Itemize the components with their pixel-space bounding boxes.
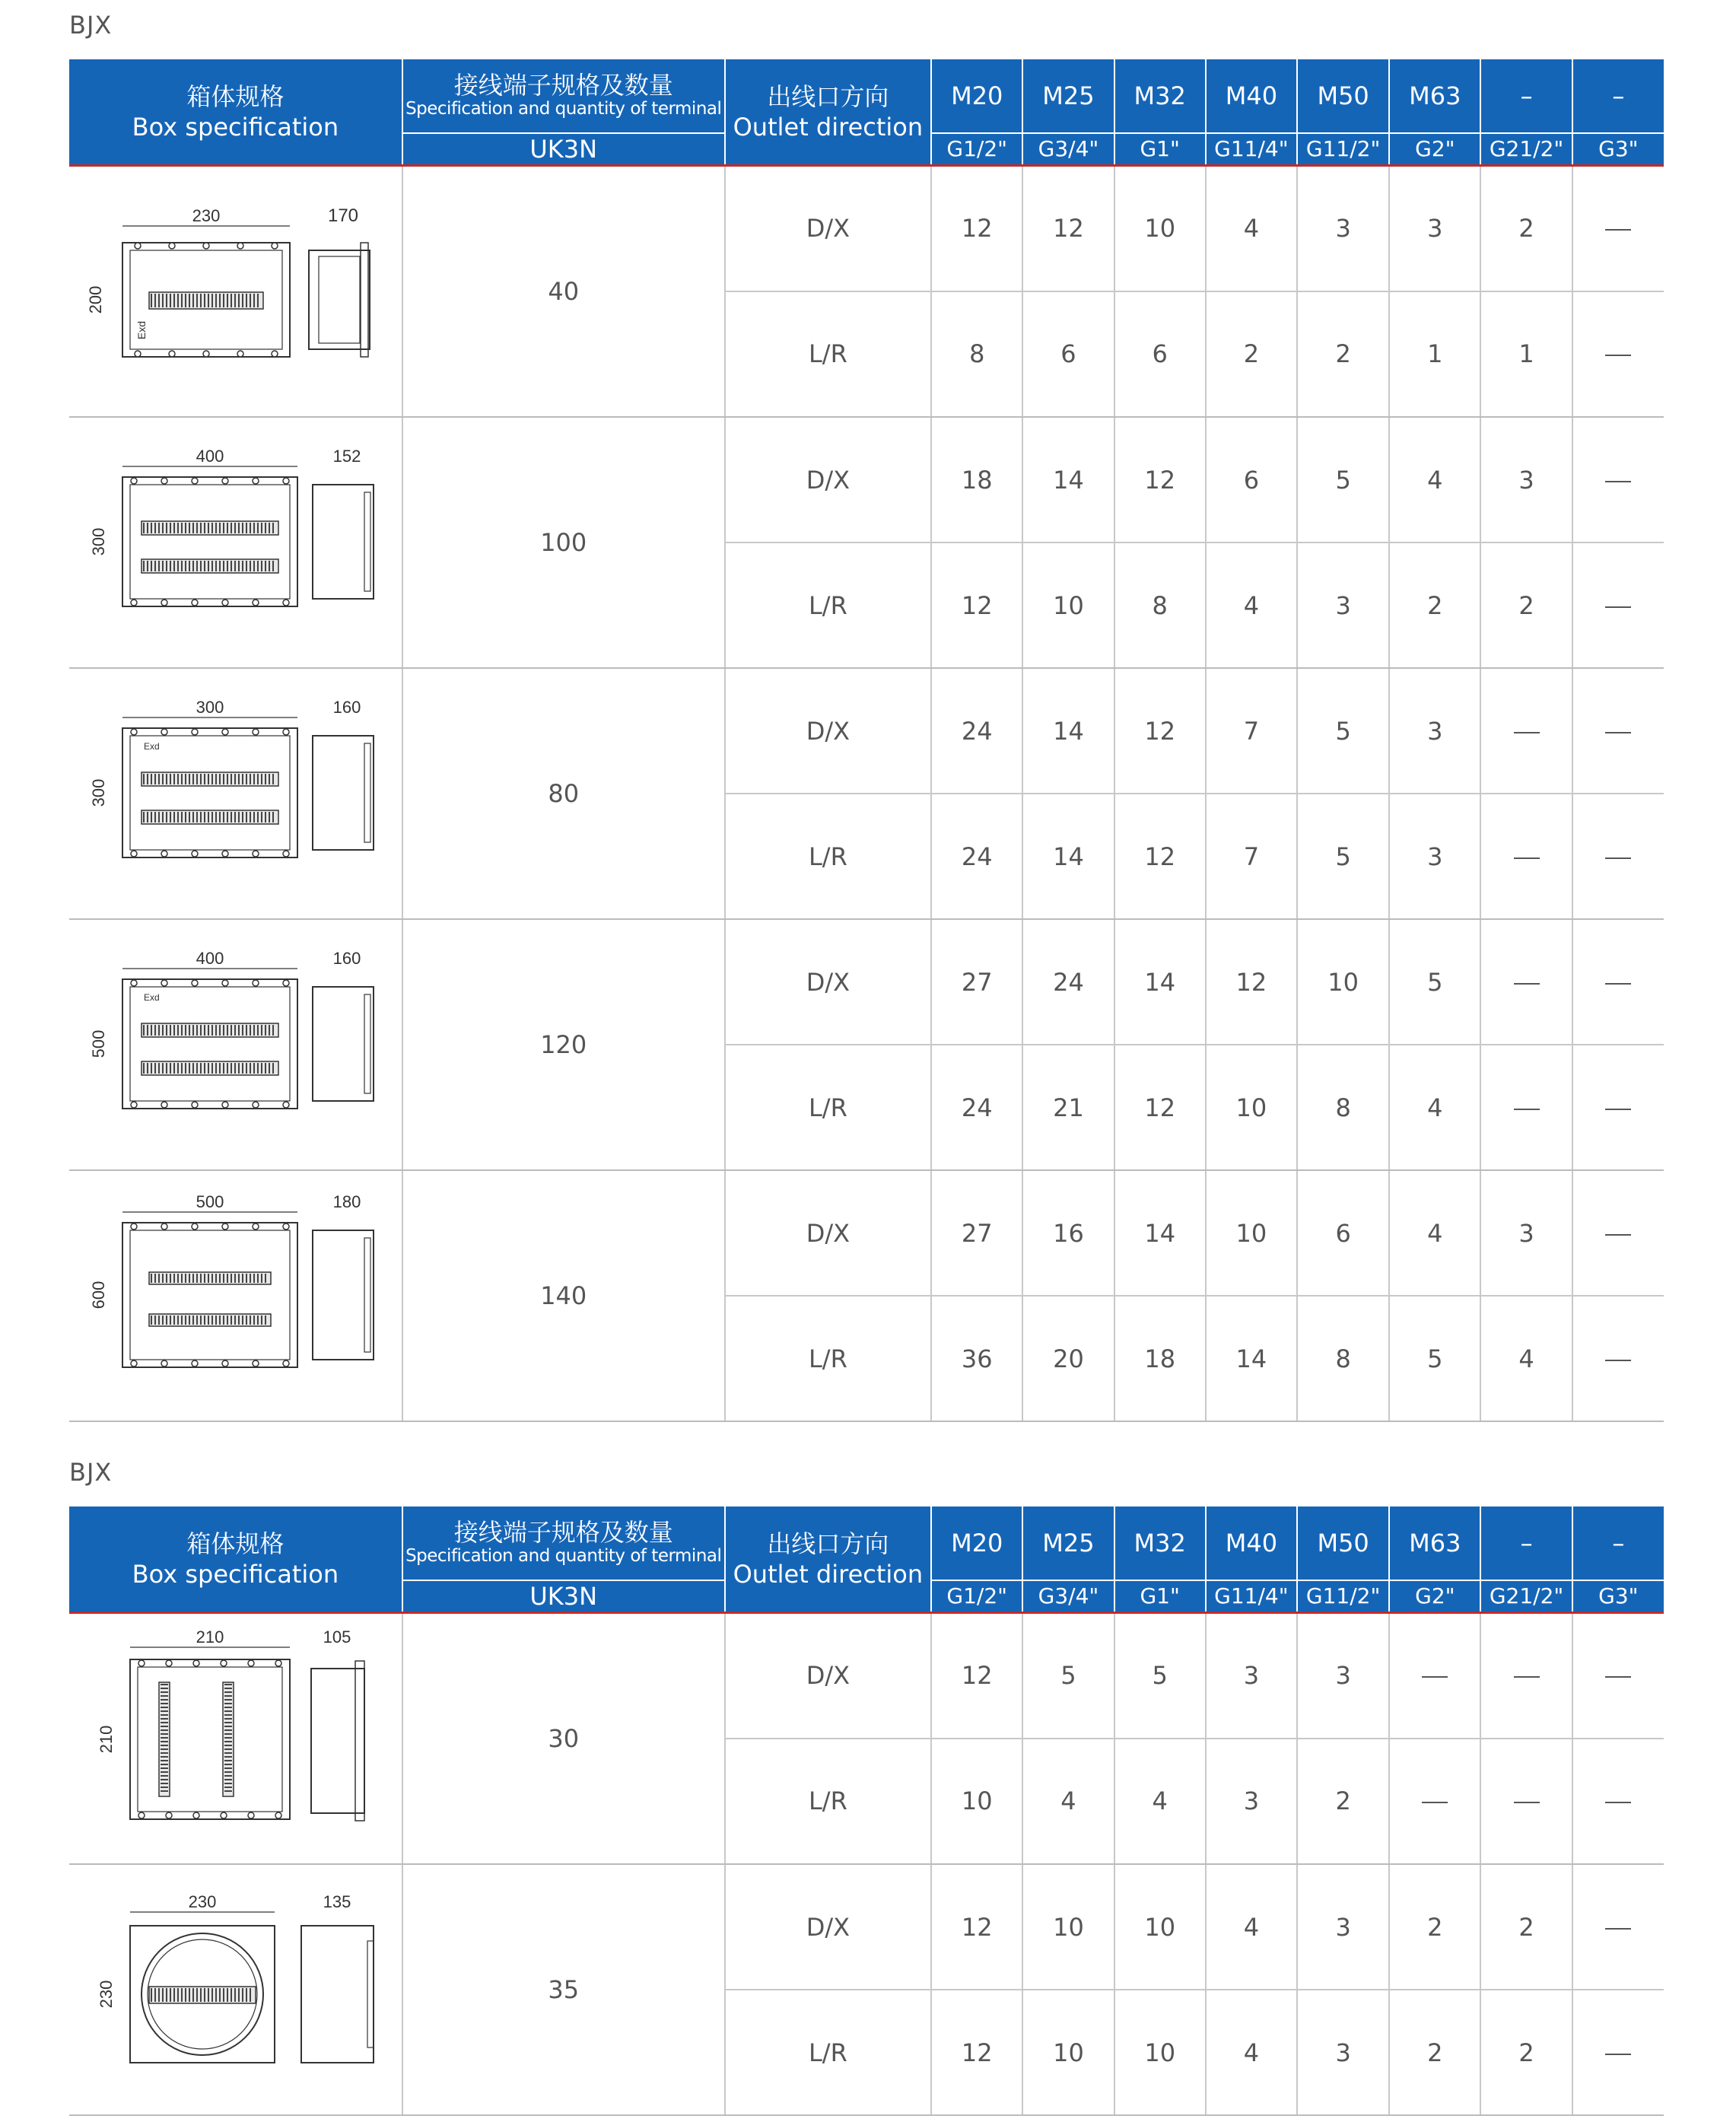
- quantity-cell: 8: [1114, 542, 1206, 668]
- terminal-count: 140: [402, 1170, 725, 1421]
- quantity-cell: 3: [1297, 1614, 1389, 1739]
- pipe-thread-header: G11/4": [1206, 133, 1297, 164]
- quantity-cell: 8: [931, 291, 1022, 417]
- spec-table: [69, 59, 1664, 1422]
- quantity-cell: 4: [1389, 417, 1480, 542]
- quantity-cell: 5: [1297, 417, 1389, 542]
- quantity-cell: 3: [1297, 1864, 1389, 1990]
- quantity-cell: 18: [1114, 1296, 1206, 1421]
- quantity-cell: 3: [1389, 167, 1480, 291]
- not-available-dash: [1514, 1802, 1540, 1803]
- not-available-dash: [1605, 1928, 1631, 1930]
- section-label: BJX: [69, 1458, 113, 1487]
- not-available-dash: [1605, 229, 1631, 231]
- box-spec-header: [69, 59, 402, 164]
- outlet-direction: D/X: [725, 1614, 932, 1739]
- quantity-cell: 14: [1114, 1170, 1206, 1296]
- not-available-dash: [1514, 1109, 1540, 1110]
- not-available-dash: [1605, 1234, 1631, 1236]
- quantity-cell: [1572, 794, 1664, 919]
- terminal-header-zh: 接线端子规格及数量: [453, 1518, 673, 1547]
- header-row: [69, 1507, 1664, 1580]
- quantity-cell: 6: [1114, 291, 1206, 417]
- thread-size-header: M25: [1022, 1507, 1114, 1580]
- outlet-direction: L/R: [725, 1045, 932, 1170]
- terminal-count: 35: [402, 1864, 725, 2115]
- quantity-cell: 24: [931, 668, 1022, 794]
- quantity-cell: [1572, 291, 1664, 417]
- outlet-header-zh: 出线口方向: [767, 82, 889, 111]
- quantity-cell: 3: [1389, 794, 1480, 919]
- pipe-thread-header: G21/2": [1480, 133, 1572, 164]
- depth-dimension: 170: [327, 205, 359, 226]
- outlet-direction: D/X: [725, 668, 932, 794]
- not-available-dash: [1605, 355, 1631, 356]
- quantity-cell: 1: [1480, 291, 1572, 417]
- quantity-cell: 12: [1206, 919, 1297, 1045]
- thread-size-header: –: [1572, 59, 1664, 133]
- quantity-cell: [1572, 167, 1664, 291]
- exd-mark: Exd: [144, 741, 160, 752]
- thread-size-header: M50: [1297, 59, 1389, 133]
- quantity-cell: 12: [931, 1614, 1022, 1739]
- quantity-cell: 4: [1480, 1296, 1572, 1421]
- not-available-dash: [1605, 1109, 1631, 1110]
- pipe-thread-header: G3": [1572, 1580, 1664, 1612]
- quantity-cell: 2: [1480, 1990, 1572, 2115]
- quantity-cell: 4: [1022, 1739, 1114, 1864]
- quantity-cell: 3: [1206, 1614, 1297, 1739]
- not-available-dash: [1605, 1360, 1631, 1361]
- thread-size-header: M32: [1114, 1507, 1206, 1580]
- not-available-dash: [1514, 983, 1540, 985]
- quantity-cell: 14: [1114, 919, 1206, 1045]
- quantity-cell: 10: [1297, 919, 1389, 1045]
- quantity-cell: 12: [931, 1990, 1022, 2115]
- box-drawing-cell: [69, 1864, 402, 2115]
- not-available-dash: [1605, 983, 1631, 985]
- quantity-cell: 21: [1022, 1045, 1114, 1170]
- quantity-cell: [1572, 1045, 1664, 1170]
- width-dimension: 400: [196, 447, 224, 466]
- quantity-cell: [1572, 1296, 1664, 1421]
- quantity-cell: 10: [1206, 1045, 1297, 1170]
- pipe-thread-header: G3": [1572, 133, 1664, 164]
- pipe-thread-header: G11/2": [1297, 1580, 1389, 1612]
- quantity-cell: 20: [1022, 1296, 1114, 1421]
- box-drawing-cell: [69, 1170, 402, 1421]
- not-available-dash: [1605, 1802, 1631, 1803]
- quantity-cell: 12: [1114, 668, 1206, 794]
- outlet-direction: D/X: [725, 167, 932, 291]
- thread-size-header: M63: [1389, 59, 1480, 133]
- box-drawing: [69, 167, 402, 410]
- quantity-cell: 2: [1297, 1739, 1389, 1864]
- quantity-cell: 8: [1297, 1045, 1389, 1170]
- quantity-cell: [1572, 919, 1664, 1045]
- height-dimension: 300: [89, 527, 108, 556]
- not-available-dash: [1514, 732, 1540, 733]
- terminal-count: 40: [402, 167, 725, 417]
- quantity-cell: [1480, 794, 1572, 919]
- quantity-cell: 4: [1114, 1739, 1206, 1864]
- pipe-thread-header: G1": [1114, 1580, 1206, 1612]
- pipe-thread-header: G21/2": [1480, 1580, 1572, 1612]
- height-dimension: 230: [97, 1980, 116, 2009]
- pipe-thread-header: G1/2": [931, 1580, 1022, 1612]
- width-dimension: 300: [196, 698, 224, 717]
- quantity-cell: 10: [1022, 1864, 1114, 1990]
- box-spec-header-zh: 箱体规格: [186, 1529, 285, 1558]
- header-row: [69, 59, 1664, 133]
- quantity-cell: 1: [1389, 291, 1480, 417]
- pipe-thread-header: G1/2": [931, 133, 1022, 164]
- quantity-cell: 4: [1206, 1864, 1297, 1990]
- box-spec-header-en: Box specification: [132, 1560, 339, 1589]
- height-dimension: 500: [89, 1029, 108, 1058]
- pipe-thread-header: G2": [1389, 133, 1480, 164]
- not-available-dash: [1422, 1802, 1448, 1803]
- box-drawing: [69, 920, 402, 1163]
- terminal-header-en: Specification and quantity of terminal: [405, 99, 722, 119]
- pipe-thread-header: G11/2": [1297, 133, 1389, 164]
- thread-size-header: M20: [931, 59, 1022, 133]
- quantity-cell: 3: [1297, 1990, 1389, 2115]
- box-spec-header: [69, 1507, 402, 1612]
- box-drawing: [69, 669, 402, 912]
- quantity-cell: 2: [1206, 291, 1297, 417]
- width-dimension: 210: [196, 1627, 224, 1647]
- not-available-dash: [1605, 481, 1631, 482]
- depth-dimension: 152: [332, 447, 361, 466]
- quantity-cell: 12: [1022, 167, 1114, 291]
- quantity-cell: 3: [1297, 167, 1389, 291]
- not-available-dash: [1605, 606, 1631, 608]
- outlet-direction: D/X: [725, 1864, 932, 1990]
- quantity-cell: 12: [1114, 417, 1206, 542]
- height-dimension: 300: [89, 778, 108, 807]
- quantity-cell: 12: [1114, 794, 1206, 919]
- quantity-cell: 2: [1480, 542, 1572, 668]
- height-dimension: 600: [89, 1281, 108, 1309]
- quantity-cell: [1572, 1170, 1664, 1296]
- terminal-type: UK3N: [402, 133, 725, 164]
- box-spec-header-en: Box specification: [132, 113, 339, 142]
- quantity-cell: 4: [1389, 1045, 1480, 1170]
- depth-dimension: 135: [323, 1892, 351, 1911]
- box-drawing-cell: [69, 1614, 402, 1864]
- terminal-count: 120: [402, 919, 725, 1170]
- quantity-cell: 12: [931, 1864, 1022, 1990]
- outlet-direction: D/X: [725, 919, 932, 1045]
- quantity-cell: [1572, 1990, 1664, 2115]
- not-available-dash: [1605, 1676, 1631, 1678]
- quantity-cell: [1480, 1045, 1572, 1170]
- quantity-cell: [1572, 1614, 1664, 1739]
- quantity-cell: 3: [1206, 1739, 1297, 1864]
- box-drawing-cell: [69, 919, 402, 1170]
- quantity-cell: [1480, 919, 1572, 1045]
- quantity-cell: [1480, 668, 1572, 794]
- height-dimension: 200: [86, 285, 105, 314]
- terminal-header-zh: 接线端子规格及数量: [453, 71, 673, 100]
- quantity-cell: [1572, 1739, 1664, 1864]
- exd-mark: Exd: [144, 992, 160, 1003]
- quantity-cell: [1389, 1614, 1480, 1739]
- thread-size-header: M25: [1022, 59, 1114, 133]
- terminal-count: 80: [402, 668, 725, 919]
- quantity-cell: 4: [1389, 1170, 1480, 1296]
- table-row: [69, 167, 1664, 291]
- thread-size-header: –: [1480, 59, 1572, 133]
- outlet-direction: D/X: [725, 417, 932, 542]
- quantity-cell: 14: [1022, 794, 1114, 919]
- quantity-cell: 36: [931, 1296, 1022, 1421]
- quantity-cell: 7: [1206, 668, 1297, 794]
- terminal-header: [402, 1507, 725, 1580]
- outlet-direction: L/R: [725, 1990, 932, 2115]
- box-spec-header-zh: 箱体规格: [186, 82, 285, 111]
- not-available-dash: [1514, 1676, 1540, 1678]
- quantity-cell: [1389, 1739, 1480, 1864]
- box-drawing: [69, 1865, 402, 2108]
- terminal-type: UK3N: [402, 1580, 725, 1612]
- outlet-direction: L/R: [725, 794, 932, 919]
- quantity-cell: 5: [1297, 668, 1389, 794]
- thread-size-header: M32: [1114, 59, 1206, 133]
- quantity-cell: 10: [1022, 542, 1114, 668]
- table-row: [69, 1864, 1664, 1990]
- quantity-cell: 6: [1022, 291, 1114, 417]
- table-row: [69, 668, 1664, 794]
- width-dimension: 230: [192, 206, 221, 225]
- quantity-cell: [1572, 417, 1664, 542]
- not-available-dash: [1605, 857, 1631, 859]
- thread-size-header: M40: [1206, 59, 1297, 133]
- quantity-cell: 3: [1389, 668, 1480, 794]
- terminal-header: [402, 59, 725, 133]
- box-drawing-cell: [69, 417, 402, 668]
- quantity-cell: [1572, 668, 1664, 794]
- thread-size-header: M40: [1206, 1507, 1297, 1580]
- width-dimension: 500: [196, 1192, 224, 1211]
- not-available-dash: [1422, 1676, 1448, 1678]
- outlet-direction-header: [725, 1507, 932, 1612]
- pipe-thread-header: G1": [1114, 133, 1206, 164]
- quantity-cell: 2: [1297, 291, 1389, 417]
- quantity-cell: 10: [1206, 1170, 1297, 1296]
- quantity-cell: 10: [1114, 1864, 1206, 1990]
- terminal-count: 30: [402, 1614, 725, 1864]
- quantity-cell: 2: [1389, 542, 1480, 668]
- outlet-direction: L/R: [725, 542, 932, 668]
- quantity-cell: 10: [1114, 1990, 1206, 2115]
- thread-size-header: M50: [1297, 1507, 1389, 1580]
- quantity-cell: 6: [1206, 417, 1297, 542]
- quantity-cell: 4: [1206, 542, 1297, 668]
- quantity-cell: 16: [1022, 1170, 1114, 1296]
- quantity-cell: 10: [1022, 1990, 1114, 2115]
- exd-mark: Exd: [135, 320, 148, 340]
- spec-table: [69, 1507, 1664, 2116]
- not-available-dash: [1514, 857, 1540, 859]
- quantity-cell: 7: [1206, 794, 1297, 919]
- thread-size-header: M63: [1389, 1507, 1480, 1580]
- quantity-cell: 24: [931, 1045, 1022, 1170]
- quantity-cell: 12: [931, 167, 1022, 291]
- depth-dimension: 160: [332, 949, 361, 968]
- pipe-thread-header: G11/4": [1206, 1580, 1297, 1612]
- pipe-thread-header: G3/4": [1022, 133, 1114, 164]
- not-available-dash: [1605, 732, 1631, 733]
- pipe-thread-header: G3/4": [1022, 1580, 1114, 1612]
- quantity-cell: 8: [1297, 1296, 1389, 1421]
- quantity-cell: 4: [1206, 167, 1297, 291]
- quantity-cell: 10: [1114, 167, 1206, 291]
- pipe-thread-header: G2": [1389, 1580, 1480, 1612]
- outlet-header-en: Outlet direction: [733, 113, 924, 142]
- terminal-header-en: Specification and quantity of terminal: [405, 1546, 722, 1566]
- outlet-direction: L/R: [725, 291, 932, 417]
- box-drawing: [69, 1171, 402, 1414]
- outlet-header-zh: 出线口方向: [767, 1529, 889, 1558]
- quantity-cell: 5: [1389, 1296, 1480, 1421]
- box-drawing: [69, 1614, 402, 1857]
- terminal-count: 100: [402, 417, 725, 668]
- box-drawing-cell: [69, 668, 402, 919]
- quantity-cell: 18: [931, 417, 1022, 542]
- quantity-cell: 14: [1022, 668, 1114, 794]
- depth-dimension: 105: [323, 1627, 351, 1647]
- section-label: BJX: [69, 11, 113, 40]
- quantity-cell: 27: [931, 1170, 1022, 1296]
- quantity-cell: 24: [1022, 919, 1114, 1045]
- quantity-cell: 2: [1480, 167, 1572, 291]
- table-row: [69, 417, 1664, 542]
- outlet-direction-header: [725, 59, 932, 164]
- outlet-header-en: Outlet direction: [733, 1560, 924, 1589]
- outlet-direction: L/R: [725, 1296, 932, 1421]
- quantity-cell: 2: [1389, 1990, 1480, 2115]
- table-row: [69, 919, 1664, 1045]
- outlet-direction: D/X: [725, 1170, 932, 1296]
- thread-size-header: M20: [931, 1507, 1022, 1580]
- quantity-cell: [1572, 1864, 1664, 1990]
- quantity-cell: 2: [1389, 1864, 1480, 1990]
- quantity-cell: 12: [931, 542, 1022, 668]
- quantity-cell: [1572, 542, 1664, 668]
- box-drawing-cell: [69, 167, 402, 417]
- quantity-cell: 12: [1114, 1045, 1206, 1170]
- quantity-cell: [1480, 1614, 1572, 1739]
- quantity-cell: 3: [1480, 1170, 1572, 1296]
- quantity-cell: 5: [1114, 1614, 1206, 1739]
- depth-dimension: 160: [332, 698, 361, 717]
- quantity-cell: 4: [1206, 1990, 1297, 2115]
- quantity-cell: 10: [931, 1739, 1022, 1864]
- width-dimension: 400: [196, 949, 224, 968]
- quantity-cell: 14: [1022, 417, 1114, 542]
- quantity-cell: 3: [1297, 542, 1389, 668]
- thread-size-header: –: [1572, 1507, 1664, 1580]
- quantity-cell: 2: [1480, 1864, 1572, 1990]
- quantity-cell: 5: [1297, 794, 1389, 919]
- thread-size-header: –: [1480, 1507, 1572, 1580]
- quantity-cell: [1480, 1739, 1572, 1864]
- quantity-cell: 3: [1480, 417, 1572, 542]
- quantity-cell: 5: [1389, 919, 1480, 1045]
- box-drawing: [69, 418, 402, 661]
- quantity-cell: 5: [1022, 1614, 1114, 1739]
- table-row: [69, 1614, 1664, 1739]
- outlet-direction: L/R: [725, 1739, 932, 1864]
- table-row: [69, 1170, 1664, 1296]
- height-dimension: 210: [97, 1725, 116, 1754]
- depth-dimension: 180: [332, 1192, 361, 1211]
- quantity-cell: 24: [931, 794, 1022, 919]
- quantity-cell: 6: [1297, 1170, 1389, 1296]
- quantity-cell: 14: [1206, 1296, 1297, 1421]
- quantity-cell: 27: [931, 919, 1022, 1045]
- width-dimension: 230: [188, 1892, 217, 1911]
- not-available-dash: [1605, 2054, 1631, 2055]
